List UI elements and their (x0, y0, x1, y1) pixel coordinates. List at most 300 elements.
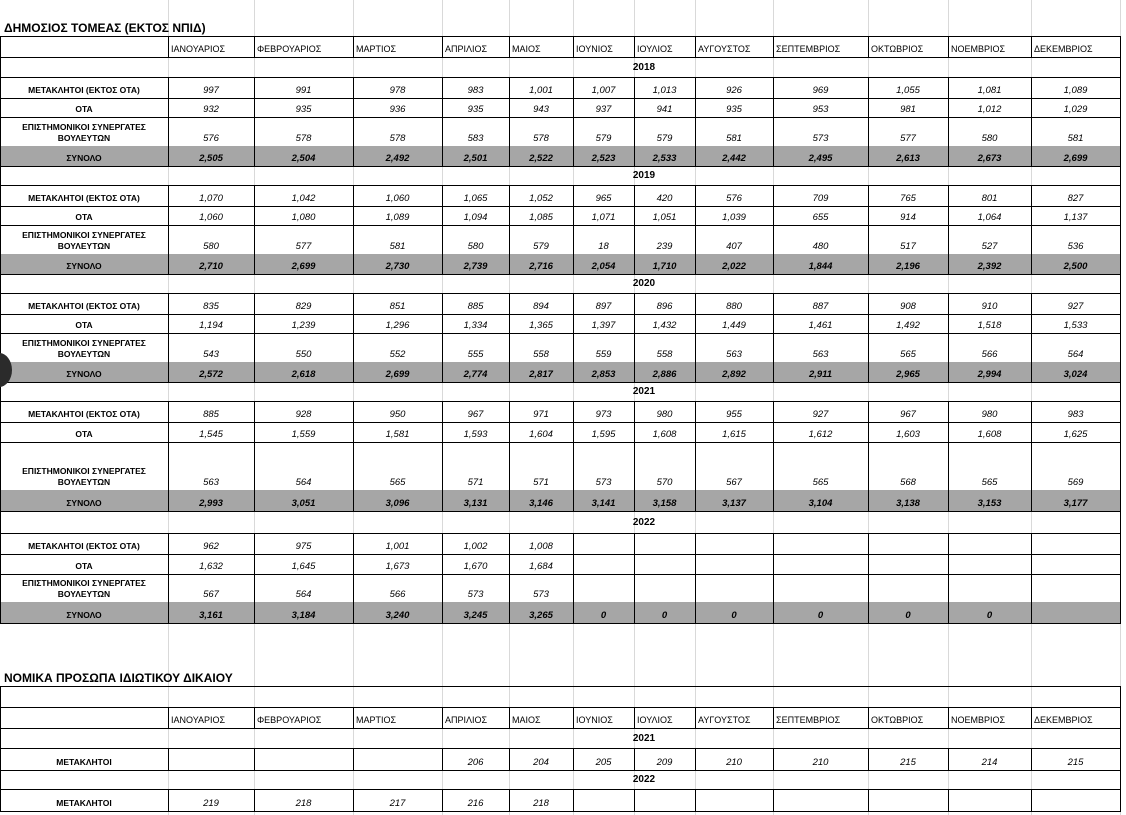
total-cell[interactable]: 0 (868, 602, 948, 623)
data-cell[interactable]: 936 (389, 104, 406, 115)
row-label[interactable] (0, 533, 168, 554)
column-header-month[interactable]: ΑΥΓΟΥΣΤΟΣ (698, 44, 751, 54)
total-cell[interactable]: 3,024 (1031, 362, 1120, 382)
column-header-month[interactable]: ΜΑΡΤΙΟΣ (356, 715, 397, 725)
data-cell[interactable]: 1,545 (199, 429, 223, 440)
total-cell[interactable]: 0 (573, 602, 634, 623)
data-cell[interactable]: 573 (467, 589, 484, 600)
data-cell[interactable]: 407 (726, 241, 742, 252)
row-label[interactable] (0, 98, 168, 117)
column-header-month[interactable]: ΦΕΒΡΟΥΑΡΙΟΣ (257, 44, 322, 54)
total-cell[interactable]: 2,817 (509, 362, 573, 382)
data-cell[interactable]: 480 (812, 241, 829, 252)
year-header[interactable]: 2021 (632, 386, 656, 397)
data-cell[interactable]: 581 (1067, 133, 1084, 144)
row-label[interactable] (0, 789, 168, 811)
data-cell[interactable]: 953 (812, 104, 829, 115)
total-cell[interactable]: 2,993 (168, 490, 254, 511)
data-cell[interactable]: 980 (656, 409, 673, 420)
total-cell[interactable]: 3,137 (695, 490, 773, 511)
data-cell[interactable]: 1,094 (463, 212, 488, 223)
data-cell[interactable]: 962 (203, 541, 219, 552)
data-cell[interactable]: 576 (726, 193, 742, 204)
data-cell[interactable] (254, 748, 353, 770)
data-cell[interactable]: 765 (900, 193, 916, 204)
data-cell[interactable]: 894 (533, 301, 549, 312)
data-cell[interactable]: 887 (812, 301, 829, 312)
total-cell[interactable]: 2,492 (353, 146, 442, 166)
total-cell[interactable]: 2,572 (168, 362, 254, 382)
data-cell[interactable]: 1,029 (1063, 104, 1088, 115)
data-cell[interactable]: 914 (900, 212, 916, 223)
data-cell[interactable]: 1,533 (1063, 320, 1088, 331)
data-cell[interactable] (868, 554, 948, 574)
data-cell[interactable]: 935 (467, 104, 484, 115)
data-cell[interactable]: 1,051 (652, 212, 677, 223)
data-cell[interactable]: 935 (295, 104, 312, 115)
column-header-month[interactable]: ΙΟΥΝΙΟΣ (576, 715, 613, 725)
data-cell[interactable]: 239 (656, 241, 673, 252)
data-cell[interactable]: 216 (467, 798, 484, 809)
data-cell[interactable]: 580 (203, 241, 219, 252)
data-cell[interactable]: 1,070 (199, 193, 223, 204)
data-cell[interactable]: 577 (295, 241, 312, 252)
total-cell[interactable]: 2,618 (254, 362, 353, 382)
data-cell[interactable]: 1,064 (977, 212, 1002, 223)
data-cell[interactable]: 1,603 (896, 429, 920, 440)
data-cell[interactable]: 563 (203, 477, 219, 488)
data-cell[interactable]: 955 (726, 409, 742, 420)
total-cell[interactable]: 3,240 (353, 602, 442, 623)
data-cell[interactable]: 578 (533, 133, 549, 144)
data-cell[interactable]: 581 (389, 241, 406, 252)
data-cell[interactable]: 583 (467, 133, 484, 144)
data-cell[interactable]: 214 (981, 757, 998, 768)
total-cell[interactable]: 2,392 (948, 254, 1031, 274)
total-cell[interactable]: 2,495 (773, 146, 868, 166)
data-cell[interactable] (868, 574, 948, 602)
total-cell[interactable]: 0 (948, 602, 1031, 623)
total-cell[interactable]: 2,699 (254, 254, 353, 274)
total-cell[interactable]: 2,022 (695, 254, 773, 274)
data-cell[interactable]: 1,012 (977, 104, 1002, 115)
data-cell[interactable] (695, 574, 773, 602)
data-cell[interactable]: 1,007 (591, 85, 616, 96)
data-cell[interactable]: 1,645 (291, 561, 316, 572)
data-cell[interactable]: 565 (900, 349, 916, 360)
column-header-month[interactable]: ΣΕΠΤΕΜΒΡΙΟΣ (776, 44, 841, 54)
data-cell[interactable] (773, 574, 868, 602)
column-header-month[interactable]: ΜΑΙΟΣ (512, 44, 541, 54)
total-cell[interactable]: 2,533 (634, 146, 695, 166)
data-cell[interactable]: 910 (981, 301, 998, 312)
data-cell[interactable]: 975 (295, 541, 312, 552)
total-cell[interactable]: 2,504 (254, 146, 353, 166)
data-cell[interactable]: 579 (595, 133, 612, 144)
data-cell[interactable] (573, 789, 634, 811)
total-cell[interactable]: 2,699 (353, 362, 442, 382)
data-cell[interactable]: 205 (595, 757, 612, 768)
total-cell[interactable]: 2,699 (1031, 146, 1120, 166)
data-cell[interactable] (634, 533, 695, 554)
total-cell[interactable]: 3,141 (573, 490, 634, 511)
data-cell[interactable]: 573 (595, 477, 612, 488)
row-label[interactable] (0, 77, 168, 98)
data-cell[interactable]: 965 (595, 193, 612, 204)
data-cell[interactable] (634, 574, 695, 602)
data-cell[interactable]: 1,449 (722, 320, 746, 331)
row-label[interactable] (0, 422, 168, 442)
row-label[interactable] (0, 314, 168, 333)
data-cell[interactable]: 209 (656, 757, 673, 768)
data-cell[interactable]: 577 (900, 133, 916, 144)
row-label-total[interactable] (0, 254, 168, 274)
total-cell[interactable]: 2,442 (695, 146, 773, 166)
data-cell[interactable]: 967 (467, 409, 484, 420)
data-cell[interactable]: 579 (533, 241, 549, 252)
data-cell[interactable]: 926 (726, 85, 742, 96)
column-header-month[interactable]: ΣΕΠΤΕΜΒΡΙΟΣ (776, 715, 841, 725)
data-cell[interactable]: 1,060 (385, 193, 410, 204)
row-label[interactable] (0, 225, 168, 254)
total-cell[interactable]: 2,994 (948, 362, 1031, 382)
row-label[interactable] (0, 574, 168, 602)
row-label-total[interactable] (0, 490, 168, 511)
data-cell[interactable] (573, 533, 634, 554)
data-cell[interactable]: 210 (726, 757, 742, 768)
data-cell[interactable]: 937 (595, 104, 612, 115)
column-header-month[interactable]: ΑΠΡΙΛΙΟΣ (445, 715, 488, 725)
data-cell[interactable]: 941 (656, 104, 673, 115)
data-cell[interactable] (773, 533, 868, 554)
total-cell[interactable]: 0 (695, 602, 773, 623)
data-cell[interactable]: 215 (900, 757, 916, 768)
data-cell[interactable] (634, 789, 695, 811)
data-cell[interactable]: 1,060 (199, 212, 223, 223)
total-cell[interactable]: 2,613 (868, 146, 948, 166)
data-cell[interactable]: 927 (1067, 301, 1084, 312)
column-header-month[interactable]: ΑΥΓΟΥΣΤΟΣ (698, 715, 751, 725)
data-cell[interactable]: 1,001 (529, 85, 553, 96)
total-cell[interactable]: 3,184 (254, 602, 353, 623)
data-cell[interactable]: 581 (726, 133, 742, 144)
data-cell[interactable]: 517 (900, 241, 916, 252)
data-cell[interactable]: 1,608 (652, 429, 677, 440)
data-cell[interactable]: 564 (295, 477, 312, 488)
data-cell[interactable] (868, 789, 948, 811)
total-cell[interactable]: 3,265 (509, 602, 573, 623)
total-cell[interactable]: 2,500 (1031, 254, 1120, 274)
data-cell[interactable]: 527 (981, 241, 998, 252)
total-cell[interactable]: 2,501 (442, 146, 509, 166)
total-cell[interactable]: 2,523 (573, 146, 634, 166)
data-cell[interactable]: 573 (533, 589, 549, 600)
data-cell[interactable]: 932 (203, 104, 219, 115)
data-cell[interactable]: 210 (812, 757, 829, 768)
total-cell[interactable]: 2,739 (442, 254, 509, 274)
data-cell[interactable]: 1,581 (385, 429, 410, 440)
data-cell[interactable]: 880 (726, 301, 742, 312)
year-header[interactable]: 2018 (632, 61, 656, 73)
data-cell[interactable]: 204 (533, 757, 549, 768)
data-cell[interactable]: 969 (812, 85, 829, 96)
year-header[interactable]: 2020 (632, 278, 656, 289)
column-header-month[interactable]: ΙΟΥΝΙΟΣ (576, 44, 613, 54)
data-cell[interactable]: 927 (812, 409, 829, 420)
data-cell[interactable]: 565 (812, 477, 829, 488)
data-cell[interactable]: 997 (203, 85, 219, 96)
data-cell[interactable]: 570 (656, 477, 673, 488)
data-cell[interactable]: 1,334 (463, 320, 488, 331)
data-cell[interactable]: 217 (389, 798, 406, 809)
data-cell[interactable]: 215 (1067, 757, 1084, 768)
column-header-month[interactable]: ΔΕΚΕΜΒΡΙΟΣ (1034, 715, 1093, 725)
column-header-month[interactable]: ΑΠΡΙΛΙΟΣ (445, 44, 488, 54)
column-header-month[interactable]: ΙΟΥΛΙΟΣ (637, 44, 673, 54)
data-cell[interactable] (1031, 554, 1120, 574)
row-label[interactable] (0, 293, 168, 314)
data-cell[interactable]: 1,001 (385, 541, 410, 552)
total-cell[interactable]: 1,844 (773, 254, 868, 274)
data-cell[interactable] (948, 533, 1031, 554)
data-cell[interactable]: 1,055 (896, 85, 920, 96)
data-cell[interactable] (695, 789, 773, 811)
data-cell[interactable]: 1,089 (385, 212, 410, 223)
total-cell[interactable]: 2,965 (868, 362, 948, 382)
total-cell[interactable]: 0 (773, 602, 868, 623)
column-header-month[interactable]: ΔΕΚΕΜΒΡΙΟΣ (1034, 44, 1093, 54)
year-header[interactable]: 2022 (632, 774, 656, 785)
data-cell[interactable]: 1,684 (529, 561, 553, 572)
total-cell[interactable]: 2,716 (509, 254, 573, 274)
total-cell[interactable]: 2,886 (634, 362, 695, 382)
year-header[interactable]: 2019 (632, 170, 656, 181)
row-label[interactable] (0, 206, 168, 225)
data-cell[interactable]: 1,593 (463, 429, 488, 440)
data-cell[interactable]: 563 (812, 349, 829, 360)
data-cell[interactable]: 571 (533, 477, 549, 488)
column-header-month[interactable]: ΟΚΤΩΒΡΙΟΣ (871, 715, 924, 725)
data-cell[interactable] (168, 748, 254, 770)
data-cell[interactable]: 565 (981, 477, 998, 488)
data-cell[interactable]: 896 (656, 301, 673, 312)
total-cell[interactable]: 3,153 (948, 490, 1031, 511)
data-cell[interactable]: 564 (1067, 349, 1084, 360)
row-label[interactable] (0, 748, 168, 770)
data-cell[interactable]: 971 (533, 409, 549, 420)
data-cell[interactable]: 980 (981, 409, 998, 420)
data-cell[interactable]: 1,065 (463, 193, 488, 204)
row-label[interactable] (0, 401, 168, 422)
column-header-month[interactable]: ΝΟΕΜΒΡΙΟΣ (951, 715, 1006, 725)
total-cell[interactable]: 2,522 (509, 146, 573, 166)
data-cell[interactable]: 978 (389, 85, 406, 96)
row-label[interactable] (0, 185, 168, 206)
data-cell[interactable] (1031, 789, 1120, 811)
total-cell[interactable]: 2,774 (442, 362, 509, 382)
section-title[interactable]: ΝΟΜΙΚΑ ΠΡΟΣΩΠΑ ΙΔΙΩΤΙΚΟΥ ΔΙΚΑΙΟΥ (4, 671, 233, 685)
data-cell[interactable]: 950 (389, 409, 406, 420)
data-cell[interactable]: 568 (900, 477, 916, 488)
data-cell[interactable]: 550 (295, 349, 312, 360)
data-cell[interactable]: 563 (726, 349, 742, 360)
data-cell[interactable]: 1,492 (896, 320, 920, 331)
data-cell[interactable]: 943 (533, 104, 549, 115)
data-cell[interactable]: 555 (467, 349, 484, 360)
data-cell[interactable]: 1,002 (463, 541, 488, 552)
data-cell[interactable]: 218 (533, 798, 549, 809)
total-cell[interactable]: 1,710 (634, 254, 695, 274)
data-cell[interactable]: 1,670 (463, 561, 488, 572)
data-cell[interactable]: 1,137 (1063, 212, 1088, 223)
data-cell[interactable]: 580 (981, 133, 998, 144)
total-cell[interactable]: 2,505 (168, 146, 254, 166)
data-cell[interactable]: 851 (389, 301, 406, 312)
column-header-month[interactable]: ΙΑΝΟΥΑΡΙΟΣ (171, 715, 226, 725)
column-header-month[interactable]: ΙΟΥΛΙΟΣ (637, 715, 673, 725)
column-header-month[interactable]: ΦΕΒΡΟΥΑΡΙΟΣ (257, 715, 322, 725)
data-cell[interactable] (634, 554, 695, 574)
data-cell[interactable] (773, 554, 868, 574)
data-cell[interactable]: 991 (295, 85, 312, 96)
data-cell[interactable]: 566 (981, 349, 998, 360)
data-cell[interactable]: 1,595 (591, 429, 616, 440)
data-cell[interactable]: 973 (595, 409, 612, 420)
data-cell[interactable]: 1,632 (199, 561, 223, 572)
total-cell[interactable]: 3,158 (634, 490, 695, 511)
data-cell[interactable] (695, 533, 773, 554)
row-label[interactable] (0, 333, 168, 362)
data-cell[interactable]: 559 (595, 349, 612, 360)
data-cell[interactable]: 565 (389, 477, 406, 488)
data-cell[interactable]: 1,052 (529, 193, 553, 204)
row-label-total[interactable] (0, 602, 168, 623)
data-cell[interactable]: 1,008 (529, 541, 553, 552)
data-cell[interactable]: 564 (295, 589, 312, 600)
total-cell[interactable]: 3,146 (509, 490, 573, 511)
total-cell[interactable]: 3,138 (868, 490, 948, 511)
row-label[interactable] (0, 554, 168, 574)
data-cell[interactable]: 908 (900, 301, 916, 312)
total-cell[interactable]: 3,245 (442, 602, 509, 623)
data-cell[interactable]: 576 (203, 133, 219, 144)
data-cell[interactable]: 578 (295, 133, 312, 144)
data-cell[interactable]: 1,239 (291, 320, 316, 331)
data-cell[interactable]: 569 (1067, 477, 1084, 488)
total-cell[interactable]: 2,710 (168, 254, 254, 274)
data-cell[interactable] (948, 554, 1031, 574)
data-cell[interactable]: 578 (389, 133, 406, 144)
data-cell[interactable]: 801 (981, 193, 998, 204)
data-cell[interactable]: 536 (1067, 241, 1084, 252)
data-cell[interactable]: 885 (203, 409, 219, 420)
data-cell[interactable]: 1,039 (722, 212, 746, 223)
data-cell[interactable]: 567 (726, 477, 742, 488)
data-cell[interactable] (948, 789, 1031, 811)
data-cell[interactable]: 1,612 (808, 429, 833, 440)
total-cell[interactable] (1031, 602, 1120, 623)
data-cell[interactable] (1031, 574, 1120, 602)
total-cell[interactable]: 0 (634, 602, 695, 623)
data-cell[interactable]: 967 (900, 409, 916, 420)
total-cell[interactable]: 2,196 (868, 254, 948, 274)
total-cell[interactable]: 2,892 (695, 362, 773, 382)
column-header-month[interactable]: ΜΑΡΤΙΟΣ (356, 44, 397, 54)
data-cell[interactable]: 579 (656, 133, 673, 144)
column-header-month[interactable]: ΝΟΕΜΒΡΙΟΣ (951, 44, 1006, 54)
data-cell[interactable] (353, 748, 442, 770)
row-label-total[interactable] (0, 146, 168, 166)
column-header-month[interactable]: ΙΑΝΟΥΑΡΙΟΣ (171, 44, 226, 54)
column-header-month[interactable]: ΟΚΤΩΒΡΙΟΣ (871, 44, 924, 54)
data-cell[interactable]: 1,615 (722, 429, 746, 440)
data-cell[interactable]: 1,081 (977, 85, 1002, 96)
data-cell[interactable]: 1,365 (529, 320, 553, 331)
data-cell[interactable]: 580 (467, 241, 484, 252)
data-cell[interactable]: 566 (389, 589, 406, 600)
data-cell[interactable]: 1,085 (529, 212, 553, 223)
data-cell[interactable]: 827 (1067, 193, 1084, 204)
row-label-total[interactable] (0, 362, 168, 382)
data-cell[interactable]: 935 (726, 104, 742, 115)
data-cell[interactable]: 1,625 (1063, 429, 1088, 440)
data-cell[interactable]: 1,089 (1063, 85, 1088, 96)
data-cell[interactable]: 1,397 (591, 320, 616, 331)
section-title[interactable]: ΔΗΜΟΣΙΟΣ ΤΟΜΕΑΣ (ΕΚΤΟΣ ΝΠΙΔ) (4, 21, 206, 35)
data-cell[interactable] (573, 574, 634, 602)
data-cell[interactable]: 558 (656, 349, 673, 360)
data-cell[interactable]: 1,042 (291, 193, 316, 204)
year-header[interactable]: 2022 (632, 516, 656, 528)
data-cell[interactable]: 928 (295, 409, 312, 420)
data-cell[interactable]: 885 (467, 301, 484, 312)
total-cell[interactable]: 3,104 (773, 490, 868, 511)
data-cell[interactable]: 709 (812, 193, 829, 204)
data-cell[interactable]: 1,673 (385, 561, 410, 572)
total-cell[interactable]: 2,730 (353, 254, 442, 274)
data-cell[interactable]: 655 (812, 212, 829, 223)
data-cell[interactable]: 1,194 (199, 320, 223, 331)
data-cell[interactable]: 983 (467, 85, 484, 96)
data-cell[interactable]: 1,461 (808, 320, 833, 331)
year-header[interactable]: 2021 (632, 732, 656, 744)
total-cell[interactable]: 3,161 (168, 602, 254, 623)
data-cell[interactable]: 1,559 (291, 429, 316, 440)
data-cell[interactable]: 1,296 (385, 320, 410, 331)
data-cell[interactable]: 558 (533, 349, 549, 360)
data-cell[interactable]: 1,013 (652, 85, 677, 96)
data-cell[interactable]: 897 (595, 301, 612, 312)
data-cell[interactable] (695, 554, 773, 574)
data-cell[interactable]: 983 (1067, 409, 1084, 420)
data-cell[interactable]: 1,432 (652, 320, 677, 331)
data-cell[interactable]: 829 (295, 301, 312, 312)
total-cell[interactable]: 2,853 (573, 362, 634, 382)
data-cell[interactable]: 206 (467, 757, 484, 768)
total-cell[interactable]: 3,131 (442, 490, 509, 511)
data-cell[interactable] (573, 554, 634, 574)
data-cell[interactable]: 835 (203, 301, 219, 312)
data-cell[interactable] (948, 574, 1031, 602)
data-cell[interactable]: 1,071 (591, 212, 616, 223)
row-label[interactable] (0, 117, 168, 146)
data-cell[interactable]: 219 (203, 798, 219, 809)
data-cell[interactable]: 1,604 (529, 429, 553, 440)
data-cell[interactable] (868, 533, 948, 554)
total-cell[interactable]: 3,177 (1031, 490, 1120, 511)
total-cell[interactable]: 2,911 (773, 362, 868, 382)
total-cell[interactable]: 2,673 (948, 146, 1031, 166)
